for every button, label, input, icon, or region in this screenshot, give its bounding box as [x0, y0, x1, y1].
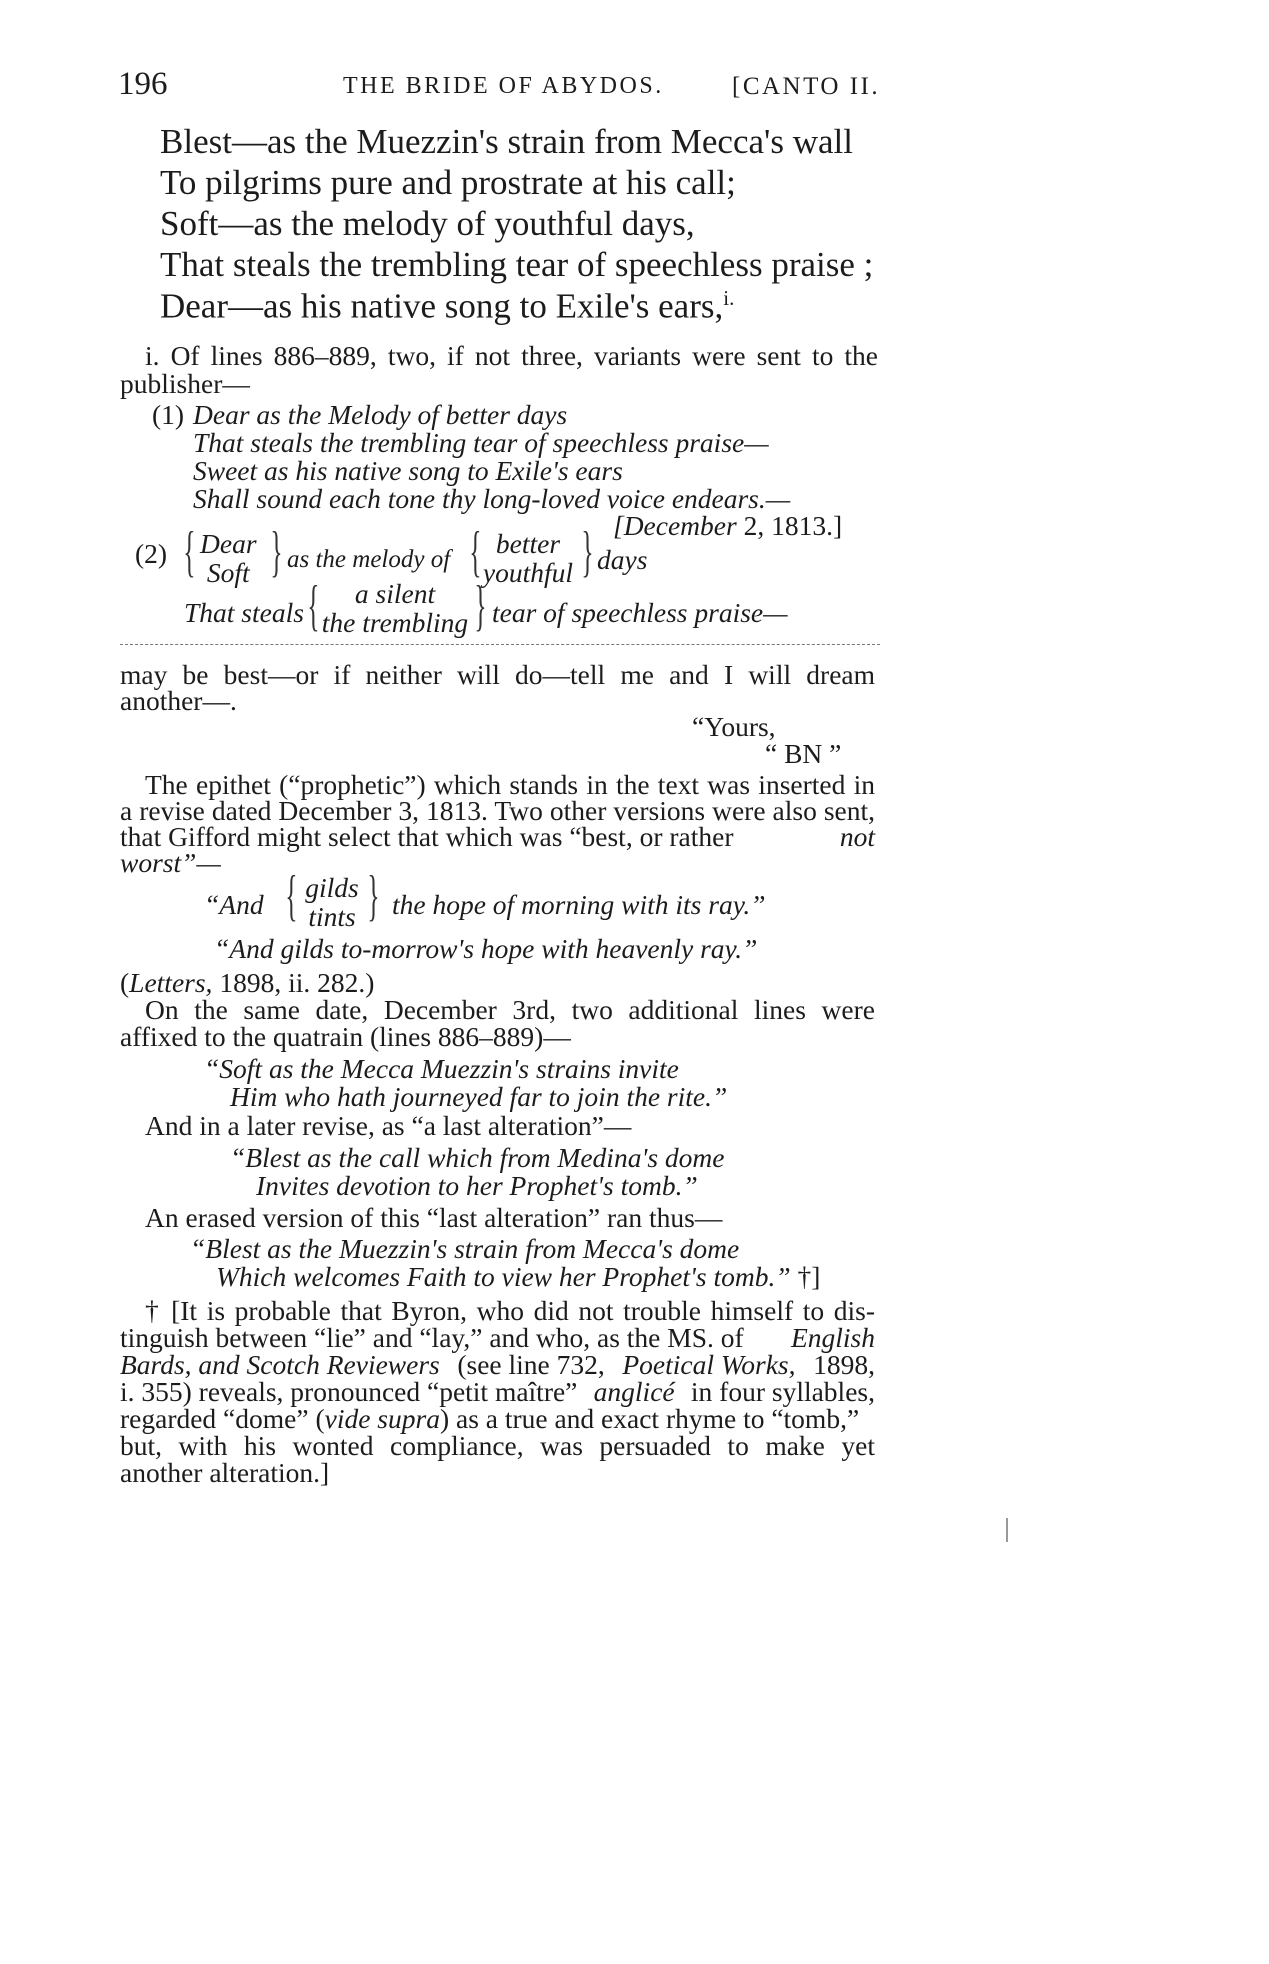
- quote4-line-2: Invites devotion to her Prophet's tomb.”: [256, 1170, 698, 1201]
- note-intro-line1: i. Of lines 886–889, two, if not three, variants were sent to the: [145, 340, 878, 371]
- brace-open-4: {: [285, 865, 298, 927]
- epithet-line-1: The epithet (“prophetic”) which stands in the text was inserted in: [145, 769, 875, 800]
- quote1-alt-b: tints: [308, 900, 356, 932]
- quote2: “And gilds to-morrow's hope with heavenly ray.”: [214, 933, 758, 964]
- quote5-line-1: “Blest as the Muezzin's strain from Mecca's dome: [190, 1233, 740, 1264]
- quote3-line-2: Him who hath journeyed far to join the rite.”: [230, 1081, 728, 1112]
- variant-1-line-3: Sweet as his native song to Exile's ears: [193, 455, 623, 486]
- citation-detail: 1898, ii. 282.): [219, 967, 375, 998]
- variant-2-line2-end: tear of speechless praise—: [492, 597, 788, 628]
- brace-open-3: {: [307, 575, 320, 637]
- footnote-line-6: but, with his wonted compliance, was persuaded to make yet: [120, 1430, 875, 1461]
- variant-1-date: [613, 510, 842, 542]
- canto-label: [CANTO II.: [732, 73, 881, 100]
- quote1-rest: the hope of morning with its ray.”: [392, 889, 766, 920]
- variant-2-label: (2): [135, 538, 168, 569]
- poem-line-5: [160, 286, 734, 327]
- footnote-line-7: another alteration.]: [120, 1457, 330, 1488]
- margin-mark: [1006, 1518, 1008, 1542]
- page-number: 196: [118, 66, 168, 102]
- variant-2-alt-2: [478, 530, 578, 588]
- footnote-line-2-text: tinguish between “lie” and “lay,” and who, as the MS. of: [120, 1322, 744, 1353]
- running-title: THE BRIDE OF ABYDOS.: [343, 73, 664, 99]
- variant-1-line-1: Dear as the Melody of better days: [193, 399, 568, 430]
- footnote-line-4-b: in four syllables,: [690, 1376, 875, 1407]
- variant-2-alt-2b: youthful: [482, 556, 574, 588]
- brace-open-1: {: [183, 521, 196, 583]
- brace-open-2: {: [469, 521, 482, 583]
- footnote-line-3-mid: (see line 732,: [457, 1349, 605, 1380]
- epithet-line-3: [120, 821, 875, 853]
- variant-1-date-day: 2, 1813.]: [743, 510, 843, 541]
- footnote-line-3-end: 1898,: [813, 1349, 875, 1380]
- quote3-line-1: “Soft as the Mecca Muezzin's strains invite: [204, 1053, 679, 1084]
- later-revise: And in a later revise, as “a last alteration”—: [145, 1110, 632, 1141]
- variant-2-alt-1b: Soft: [206, 556, 250, 588]
- variant-2-alt-3b: the trembling: [321, 606, 469, 638]
- erased-version: An erased version of this “last alteration” ran thus—: [145, 1202, 723, 1233]
- poem-line-1: Blest—as the Muezzin's strain from Mecca's wall: [160, 122, 853, 161]
- quote1-alts: [302, 874, 362, 932]
- letter-closing: “Yours,: [692, 711, 776, 742]
- footnote-line-1: † [It is probable that Byron, who did not trouble himself to dis-: [145, 1295, 875, 1326]
- brace-close-3: }: [474, 575, 487, 637]
- poem-line-4: That steals the trembling tear of speechless praise ;: [160, 245, 874, 284]
- epithet-line-3-text: that Gifford might select that which was “best, or rather: [120, 821, 734, 852]
- brace-close-2: }: [581, 521, 594, 583]
- variant-2-alt-3a: a silent: [354, 578, 436, 609]
- letter-line-2: another—.: [120, 685, 237, 716]
- citation-open: (: [120, 967, 130, 998]
- footnote-line-3-italic-1: Bards, and Scotch Reviewers: [120, 1349, 440, 1380]
- footnote-line-5-a: regarded “dome” (: [120, 1403, 325, 1434]
- quote5-line-2: [216, 1261, 820, 1293]
- quote4-line-1: “Blest as the call which from Medina's dome: [230, 1142, 725, 1173]
- letter-signature: “ BN ”: [765, 738, 842, 769]
- same-date-line-2: affixed to the quatrain (lines 886–889)—: [120, 1021, 571, 1052]
- footnote-line-4-italic: anglicé: [593, 1376, 675, 1407]
- footnote-line-5-italic: vide supra: [324, 1403, 440, 1434]
- footnote-line-5-b: ) as a true and exact rhyme to “tomb,”: [439, 1403, 860, 1434]
- citation-source: Letters,: [129, 967, 213, 998]
- separator-rule: [120, 644, 880, 645]
- variant-2-line2-start: That steals: [184, 597, 304, 628]
- footnote-line-4-a: i. 355) reveals, pronounced “petit maître”: [120, 1376, 578, 1407]
- epithet-line-4: worst”—: [120, 847, 221, 878]
- brace-close-4: }: [367, 865, 380, 927]
- quote5-mark: †]: [797, 1261, 821, 1292]
- letter-line-1: may be best—or if neither will do—tell me and I will dream: [120, 659, 875, 690]
- variant-2-end: days: [597, 544, 648, 575]
- variant-1-label: (1): [152, 399, 185, 430]
- quote5-line-2-text: Which welcomes Faith to view her Prophet's tomb.”: [216, 1261, 791, 1292]
- variant-2-alt-2a: better: [495, 528, 561, 559]
- poem-line-2: To pilgrims pure and prostrate at his call;: [160, 163, 736, 202]
- poem-line-5-text: Dear—as his native song to Exile's ears,: [160, 286, 724, 326]
- variant-2-mid: as the melody of: [287, 546, 451, 573]
- brace-close-1: }: [270, 521, 283, 583]
- quote1-alt-a: gilds: [305, 872, 359, 903]
- epithet-line-2: a revise dated December 3, 1813. Two other versions were also sent,: [120, 795, 875, 826]
- poem-line-3: Soft—as the melody of youthful days,: [160, 204, 695, 243]
- quote1-open: “And: [204, 889, 264, 920]
- variant-2-alt-3: [320, 580, 470, 638]
- footnote-line-2-italic: English: [790, 1322, 875, 1353]
- same-date-line-1: On the same date, December 3rd, two additional lines were: [145, 994, 875, 1025]
- epithet-line-3-italic: not: [839, 821, 875, 852]
- variant-2-alt-1: [200, 530, 257, 588]
- variant-1-date-month: [December: [613, 510, 737, 541]
- variant-1-line-4: Shall sound each tone thy long-loved voice endears.—: [193, 483, 791, 514]
- variant-2-alt-1a: Dear: [200, 528, 257, 559]
- note-marker: i.: [723, 286, 735, 310]
- note-intro-line2: publisher—: [120, 368, 250, 399]
- footnote-line-3-italic-2: Poetical Works,: [622, 1349, 796, 1380]
- variant-1-line-2: That steals the trembling tear of speechless praise—: [193, 427, 769, 458]
